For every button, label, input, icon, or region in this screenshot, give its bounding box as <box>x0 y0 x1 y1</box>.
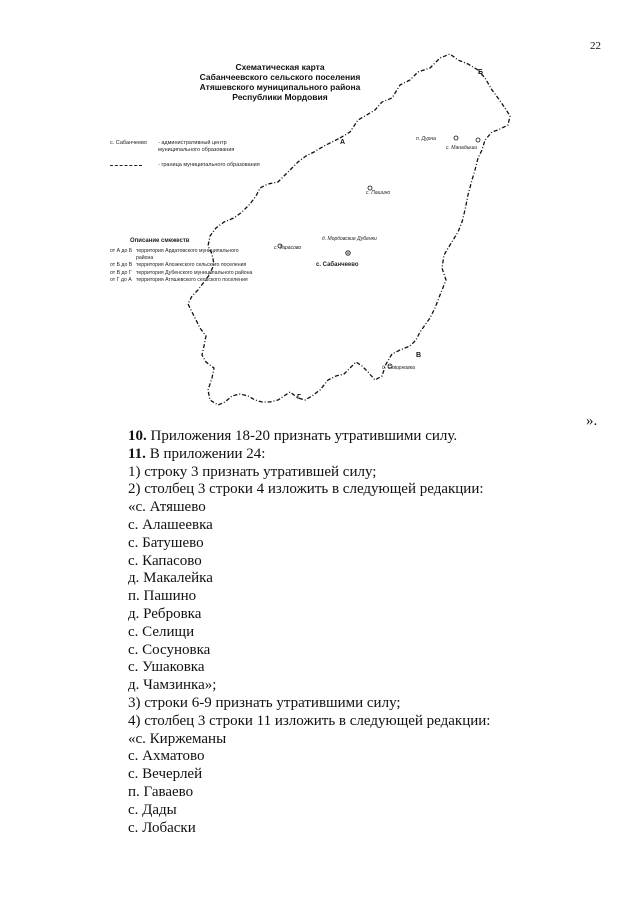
map-legend <box>110 140 270 177</box>
closing-quote: ». <box>586 413 598 429</box>
body-line-text: с. Алашеевка <box>128 516 213 533</box>
item-number: 11. <box>128 445 146 462</box>
body-line-text: с. Сосуновка <box>128 641 211 658</box>
body-line <box>128 606 608 624</box>
place-label-sabancheevo: с. Сабанчеево <box>316 262 359 268</box>
legend-dash-line <box>110 162 158 169</box>
body-line <box>128 731 608 749</box>
description-text: территория Дубенского муниципального района <box>136 269 253 276</box>
body-line <box>128 428 608 446</box>
description-key: от Б до В <box>110 262 133 269</box>
body-line <box>128 802 608 820</box>
body-line-text: 2) столбец 3 строки 4 изложить в следующей редакции: <box>128 481 484 498</box>
body-line-text: д. Макалейка <box>128 570 213 587</box>
body-line <box>128 766 608 784</box>
body-line-text: с. Селищи <box>128 623 195 640</box>
legend-text: - граница муниципального образования <box>158 162 260 168</box>
body-line-text: с. Батушево <box>128 534 204 551</box>
body-line-text: «с. Киржеманы <box>128 730 227 747</box>
body-line-text: Приложения 18-20 признать утратившими силу. <box>146 428 458 444</box>
body-line <box>128 695 608 713</box>
corner-label-b: Б <box>478 69 484 76</box>
body-line-text: с. Ушаковка <box>128 659 205 676</box>
body-line-text: п. Гаваево <box>128 783 194 800</box>
settlement-map <box>100 50 530 420</box>
item-number: 10. <box>128 428 147 444</box>
body-line-text: 3) строки 6-9 признать утратившими силу; <box>128 694 401 711</box>
body-line-text: д. Ребровка <box>128 605 202 622</box>
body-line <box>128 713 608 731</box>
body-line <box>128 517 608 535</box>
body-line <box>128 624 608 642</box>
body-line-text: д. Чамзинка»; <box>128 677 217 694</box>
corner-label-g: Г <box>297 394 301 401</box>
place-label-manadyshi: с. Манадыши <box>446 145 478 151</box>
body-line <box>128 570 608 588</box>
map-title-line: Сабанчеевского сельского поселения <box>199 72 361 82</box>
description-title: Описание смежеств <box>130 238 190 244</box>
description-key: от А до Б <box>110 248 133 255</box>
description-row <box>110 270 260 276</box>
map-title-line: Схематическая карта <box>235 62 325 72</box>
body-line <box>128 659 608 677</box>
description-text: территория Ардатовского муниципального района <box>136 248 239 261</box>
place-label-skvornovka: д. Скворновка <box>382 365 415 371</box>
body-line <box>128 464 608 482</box>
body-line <box>128 784 608 802</box>
body-line <box>128 677 608 695</box>
map-title <box>190 62 370 102</box>
corner-label-a: А <box>340 139 346 146</box>
body-line-text: «с. Атяшево <box>128 499 206 516</box>
body-line <box>128 748 608 766</box>
body-line <box>128 588 608 606</box>
adjacency-description <box>110 238 260 284</box>
description-text: территория Алозекского сельского поселения <box>136 262 247 269</box>
map-title-line: Республики Мордовия <box>232 92 328 102</box>
body-line-text: В приложении 24: <box>145 445 266 462</box>
body-line-text: с. Дады <box>128 801 177 818</box>
description-key: от Г до А <box>110 277 132 284</box>
legend-text: - административный центр муниципального образования <box>158 140 235 153</box>
legend-key: с. Сабанчеево <box>110 140 147 146</box>
corner-label-v: В <box>416 352 422 359</box>
description-row <box>110 277 260 283</box>
place-label-tarasovo: с. Тарасово <box>274 245 302 251</box>
place-label-dubenki: д. Мордовские Дубенки <box>322 236 377 242</box>
body-line-text: с. Лобаски <box>128 819 196 836</box>
description-text: территория Атяшевского сельского поселения <box>136 277 248 284</box>
body-line-text: 1) строку 3 признать утратившей силу; <box>128 463 377 480</box>
body-line <box>128 820 608 838</box>
body-line-text: п. Пашино <box>128 588 197 605</box>
body-line-text: с. Ахматово <box>128 748 205 765</box>
body-line <box>128 446 608 464</box>
boundary-outline <box>100 50 530 420</box>
body-line <box>128 481 608 499</box>
body-line-text: 4) столбец 3 строки 11 изложить в следующей редакции: <box>128 712 491 729</box>
description-key: от В до Г <box>110 269 132 276</box>
legend-row-center <box>110 140 270 154</box>
place-label-pashino: с. Пашино <box>366 190 391 196</box>
body-line-text: с. Вечерлей <box>128 766 203 783</box>
body-line <box>128 553 608 571</box>
body-line <box>128 499 608 517</box>
description-row <box>110 262 260 268</box>
document-body <box>128 428 608 837</box>
map-title-line: Атяшевского муниципального района <box>199 82 361 92</box>
place-label-durna: п. Дурна <box>416 136 436 142</box>
legend-row-boundary <box>110 162 270 169</box>
description-row <box>110 248 260 261</box>
body-line <box>128 642 608 660</box>
body-line-text: с. Капасово <box>128 552 202 569</box>
page-number: 22 <box>590 40 601 52</box>
body-line <box>128 535 608 553</box>
